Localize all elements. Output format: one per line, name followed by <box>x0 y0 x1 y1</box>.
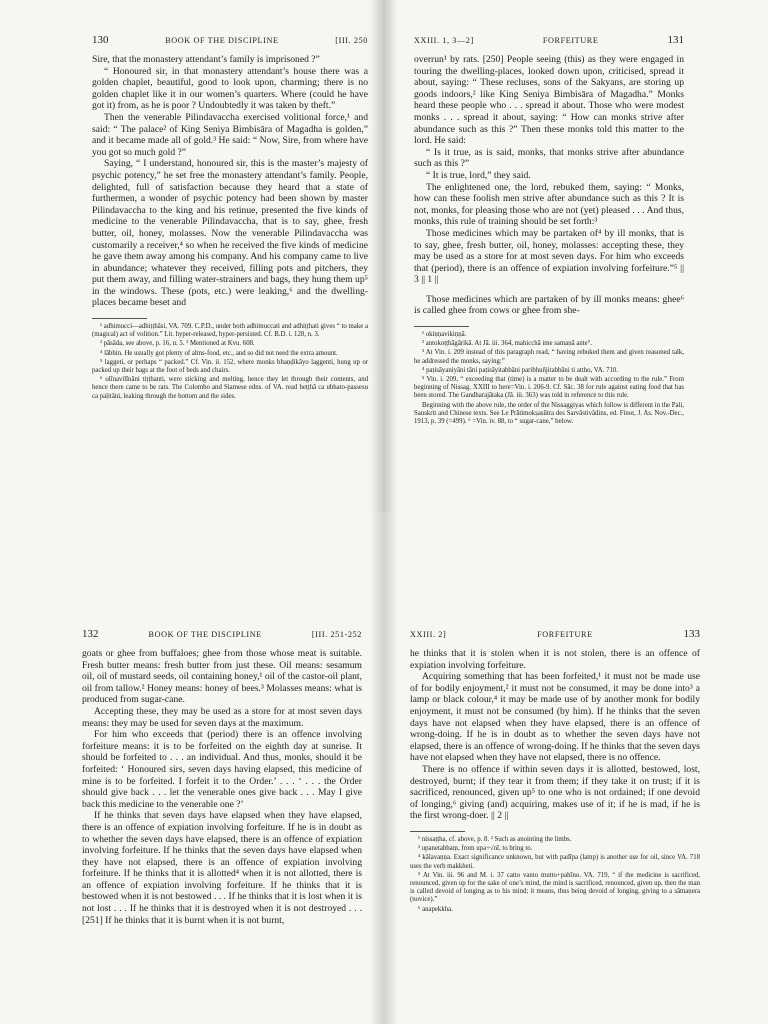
footnote: ⁵ Vin. i. 209, “ exceeding that (time) is a matter to be dealt with according to the rule.” From beginning of Nissag. XXIII to here=Vin. i. 206-9. Cf. Sāc. 38 for rule against eating food that has been stored. The Gandharajātaka (Jā. iii. 363) was told in reference to this rule. <box>414 376 684 400</box>
footnote-divider <box>92 318 147 319</box>
paragraph: Those medicines which are partaken of by ill monks means: ghee⁶ is called ghee from cows or ghee from she- <box>414 293 684 317</box>
running-head <box>92 34 368 46</box>
gutter-shadow <box>370 512 384 1024</box>
running-title: BOOK OF THE DISCIPLINE <box>165 36 279 45</box>
footnote: ⁴ lābhin. He usually got plenty of alms-food, etc., and so did not need the extra amount. <box>100 349 338 357</box>
page-number: 132 <box>82 628 99 640</box>
footnotes <box>414 331 684 426</box>
footnote: ⁴ kālavaṇṇa. Exact significance unknown, but with padīpa (lamp) is another use for oil, since VA. 718 uses the verb makkheti. <box>410 854 700 870</box>
running-title: BOOK OF THE DISCIPLINE <box>148 630 262 639</box>
paragraph: “ Is it true, as is said, monks, that monks strive after abundance such as this ?” <box>414 146 684 170</box>
footnote: ⁶ olīnavilīnāni tiṭṭhanti, were sticking and melting, hence they let through their contents, and hence there came to be rats. The Colombo and Siamese edns. of VA. read heṭṭhā ca ubhato-passesu ca paḷitāni, leaking through the bottom and the sides. <box>92 376 368 400</box>
paragraph: The enlightened one, the lord, rebuked them, saying: “ Monks, how can these foolish men strive after abundance such as this ? It is not, monks, for pleasing those who are not (yet) pleased . . . And thus, monks, this rule of training should be set forth:³ <box>414 181 684 228</box>
paragraph: Accepting these, they may be used as a store for at most seven days means: they may be used for seven days at the maximum. <box>82 705 362 729</box>
footnote-divider <box>414 326 469 327</box>
paragraph: Acquiring something that has been forfeited,¹ it must not be made use of for bodily enjoyment,² it must not be consumed, it may be done into³ a lamp or black colour,⁴ it may be made use of by another monk for bodily enjoyment, it must not be consumed (by him). If he thinks that the seven days have not elapsed when they have elapsed, there is an offence of wrong-doing. If he is in doubt as to whether the seven days have not elapsed, there is an offence of wrong-doing. If he thinks that the seven days have not elapsed when they have not elapsed, there is no offence. <box>410 671 700 764</box>
running-head <box>410 628 700 640</box>
footnote: ⁵ laggeti, or perhaps “ packed.” Cf. Vin. ii. 152, where monks bhaṇḍikāyo laggenti, hung up or packed up their bags at the foot of beds and chairs. <box>92 358 368 375</box>
gutter-shadow <box>384 0 398 512</box>
footnote: ⁴ paṭisāyaniyāni tāni paṭisāyitabbāni paribhuñjitabbāni ti attho, VA. 710. <box>422 366 618 374</box>
running-head <box>82 628 362 640</box>
paragraph: Those medicines which may be partaken of⁴ by ill monks, that is to say, ghee, fresh butter, oil, honey, molasses: accepting these, they may be used as a store for at most seven days. For him who exceeds that (period), there is an offence of expiation involving forfeiture.”⁵ || 3 || 1 || <box>414 227 684 286</box>
page-131 <box>384 0 768 512</box>
running-title: FORFEITURE <box>537 630 593 639</box>
running-head <box>414 34 684 46</box>
footnote: ¹ nissaṭṭha, cf. above, p. 8. ² Such as anointing the limbs. <box>418 835 572 843</box>
section-reference: [III. 250 <box>335 36 368 45</box>
paragraph: If he thinks that seven days have elapsed when they have elapsed, there is an offence of expiation involving forfeiture. If he is in doubt as to whether the seven days have elapsed, there is an offence of expiation involving forfeiture. If he thinks that the seven days have elapsed when they have not elapsed, there is an offence of expiation involving forfeiture. If he thinks that it is allotted⁴ when it is not allotted, there is an offence of expiation involving forfeiture. If he thinks that it is bestowed when it is not bestowed . . . If he thinks that it is lost when it is not lost . . . If he thinks that it is destroyed when it is not destroyed . . . [251] If he thinks that it is burnt when it is not burnt, <box>82 810 362 926</box>
page-number: 130 <box>92 34 109 46</box>
paragraph: For him who exceeds that (period) there is an offence involving forfeiture means: it is to be forfeited on the eighth day at sunrise. It should be forfeited to . . . an individual. And thus, monks, should it be forfeited: ‘ Honoured sirs, seven days having elapsed, this medicine of mine is to be forfeited. I forfeit it to the Order.’ . . . ‘ . . . the Order should give back . . . let the venerable ones give back . . . May I give back this medicine to the venerable one ?’ <box>82 729 362 810</box>
paragraph: “ Honoured sir, in that monastery attendant’s house there was a golden chaplet, beautiful, good to look upon, charming; there is no golden chaplet like it in our women’s quarters. Where (could he have got it) from, as he is poor ? Undoubtedly it was taken by theft.” <box>92 65 368 112</box>
page-number: 131 <box>667 34 684 46</box>
page-132 <box>0 512 384 1024</box>
footnote: ⁵ At Vin. iii. 96 and M. i. 37 catto vanto mutto+pahīno. VA. 719, “ if the medicine is sacrificed, renounced, given up for the sake of one’s mind, the mind is sacrificed, renounced, given up, then the man is called devoid of longing as to his mind; it means, thus being devoid of longing, giving to a sāmaṇera (novice).” <box>410 871 700 904</box>
footnote: ⁶ anapekkha. <box>418 905 453 913</box>
paragraph: There is no offence if within seven days it is allotted, bestowed, lost, destroyed, burnt; if they tear it from them; if they take it on trust; if it is sacrificed, renounced, given up⁵ to one who is not ordained; if one devoid of longing,⁶ giving (and) acquiring, makes use of it; if he is mad, if he is the first wrong-doer. || 2 || <box>410 763 700 822</box>
paragraph: he thinks that it is stolen when it is not stolen, there is an offence of expiation involving forfeiture. <box>410 648 700 671</box>
section-reference: XXIII. 2] <box>410 630 447 639</box>
section-reference: [III. 251-252 <box>311 630 362 639</box>
footnote: ¹ adhimucci—adhiṭṭhāsi, VA. 709. C.P.D., under both adhimuccati and adhiṭṭhati gives “ to make a (magical) act of volition.” Lit. hyper-released, hyper-persisted. Cf. B.D. i. 128, n. 3. <box>92 323 368 339</box>
paragraph: Then the venerable Pilindavaccha exercised volitional force,¹ and said: “ The palace² of King Seniya Bimbisāra of Magadha is golden,” and it became made all of gold.³ He said: “ Now, Sire, from where have you got so much gold ?” <box>92 111 368 158</box>
paragraph: “ It is true, lord,” they said. <box>426 169 531 181</box>
body-text <box>92 54 368 309</box>
footnote: Beginning with the above rule, the order of the Nissaggiyas which follow is different in the Pali, Sanskrit and Chinese texts. See Le Prātimokṣasūtra des Sarvāstivādins, ed. Finot, J. As. Nov.-Dec., 1913, p. 39 (=499). ⁶ =Vin. iv. 88, to “ sugar-cane,” below. <box>414 401 684 426</box>
footnote: ² pāsāda, see above, p. 16, n. 5. ³ Mentioned at Kvu. 608. <box>100 340 255 348</box>
footnote-divider <box>410 831 465 832</box>
footnote: ³ At Vin. i. 209 instead of this paragraph read, “ having rebuked them and given reasoned talk, he addressed the monks, saying:” <box>414 349 684 365</box>
page-number: 133 <box>683 628 700 640</box>
section-reference: XXIII. 1, 3—2] <box>414 36 474 45</box>
paragraph: Sire, that the monastery attendant’s family is imprisoned ?” <box>92 54 320 65</box>
page-133 <box>384 512 768 1024</box>
footnote: ³ upanetabbaṃ, from upa+√nī, to bring to. <box>418 845 533 853</box>
page-130 <box>0 0 384 512</box>
footnotes <box>410 836 700 914</box>
footnote: ² antokoṭṭhāgārikā. At Jā. iii. 364, mahicchā ime samaṇā ante°. <box>422 340 593 348</box>
body-text <box>82 648 362 926</box>
gutter-shadow <box>370 0 384 512</box>
gutter-shadow <box>384 512 398 1024</box>
paragraph: overrun¹ by rats. [250] People seeing (this) as they were engaged in touring the dwelling-places, looked down upon, criticised, spread it about, saying: “ These recluses, sons of the Sakyans, are storing up goods indoors,² like King Seniya Bimbisāra of Magadha.” Monks heard these people who . . . spread it about. Those who were modest monks . . . spread it about, saying: “ How can monks strive after abundance such as this ?” Then these monks told this matter to the lord. He said: <box>414 54 684 147</box>
footnotes <box>92 323 368 401</box>
paragraph: goats or ghee from buffaloes; ghee from those whose meat is suitable. Fresh butter means: fresh butter from just these. Oil means: sesamum oil, oil of mustard seeds, oil containing honey,¹ oil of the castor-oil plant, oil from tallow.² Honey means: honey of bees.³ Molasses means: what is produced from sugar-cane. <box>82 648 362 706</box>
running-title: FORFEITURE <box>542 36 599 45</box>
footnote: ¹ okiṇṇavikiṇṇā. <box>422 331 467 339</box>
body-text <box>410 648 700 822</box>
paragraph: Saying, “ I understand, honoured sir, this is the master’s majesty of psychic potency,” he set free the monastery attendant’s family. People, delighted, full of satisfaction because they heard that a state of furthermen, a wonder of psychic potency had been shown by master Pilindavaccha to the king and his retinue, presented the five kinds of medicine to the venerable Pilindavaccha, that is to say, ghee, fresh butter, oil, honey, molasses. Now the venerable Pilindavaccha was customarily a receiver,⁴ so when he received the five kinds of medicine he gave them away among his company. And his company came to live in abundance; whatever they received, filling pots and pitchers, they put them away, and filling water-strainers and bags, they hung them up⁵ in the windows. These (pots, etc.) were leaking,⁶ and the dwelling-places became beset and <box>92 158 368 309</box>
body-text <box>414 54 684 317</box>
